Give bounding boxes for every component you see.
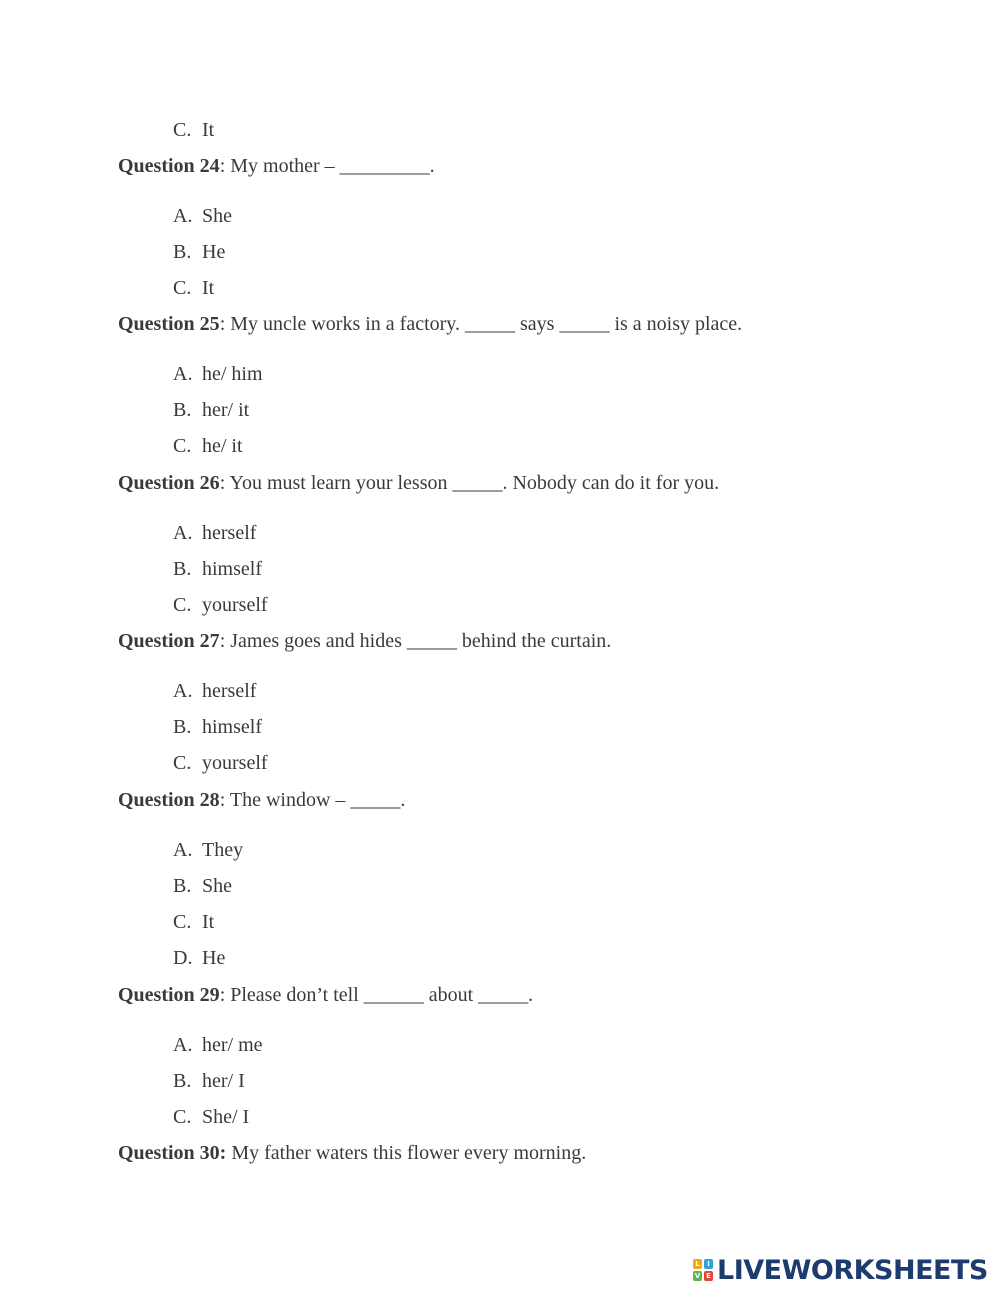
option-text: She <box>202 875 232 897</box>
option-c <box>173 118 214 142</box>
logo-mark-cell: L <box>693 1259 702 1269</box>
option-letter: A. <box>173 205 193 227</box>
logo-mark-cell: I <box>704 1259 713 1269</box>
option-a <box>173 362 263 386</box>
option-c <box>173 593 268 617</box>
option-text: yourself <box>202 594 268 616</box>
question-26 <box>118 471 719 495</box>
option-letter: B. <box>173 875 192 897</box>
option-text: himself <box>202 716 262 738</box>
question-sep: : <box>219 984 226 1006</box>
option-text: It <box>202 911 215 933</box>
option-letter: C. <box>173 594 192 616</box>
option-c <box>173 434 243 458</box>
option-text: He <box>202 241 226 263</box>
question-label: Question 27 <box>118 630 220 652</box>
option-letter: B. <box>173 241 192 263</box>
option-text: he/ it <box>202 435 243 457</box>
question-label: Question 25 <box>118 313 220 335</box>
option-letter: A. <box>173 680 193 702</box>
option-a <box>173 679 256 703</box>
option-text: She <box>202 205 232 227</box>
question-24 <box>118 154 435 178</box>
question-sep: : <box>219 472 226 494</box>
question-label: Question 29 <box>118 984 220 1006</box>
option-text: herself <box>202 522 257 544</box>
logo-text: LIVEWORKSHEETS <box>717 1254 988 1286</box>
question-sep: : <box>219 789 226 811</box>
option-text: her/ it <box>202 399 250 421</box>
option-text: himself <box>202 558 262 580</box>
option-c <box>173 751 268 775</box>
option-letter: B. <box>173 716 192 738</box>
option-a <box>173 1033 263 1057</box>
liveworksheets-logo <box>693 1254 988 1286</box>
option-letter: C. <box>173 435 192 457</box>
option-letter: B. <box>173 558 192 580</box>
question-text: James goes and hides _____ behind the curtain. <box>225 630 612 652</box>
question-label: Question 30: <box>118 1142 227 1164</box>
question-28 <box>118 788 405 812</box>
option-b <box>173 557 262 581</box>
option-a <box>173 204 232 228</box>
option-text: It <box>202 277 215 299</box>
option-b <box>173 715 262 739</box>
option-b <box>173 1069 245 1093</box>
option-text: It <box>202 119 215 141</box>
option-c <box>173 276 214 300</box>
question-text: The window – _____. <box>225 789 406 811</box>
option-a <box>173 838 243 862</box>
option-text: her/ me <box>202 1034 263 1056</box>
option-letter: C. <box>173 119 192 141</box>
option-c <box>173 1105 249 1129</box>
option-text: he/ him <box>202 363 263 385</box>
question-label: Question 26 <box>118 472 220 494</box>
option-letter: A. <box>173 839 193 861</box>
question-text: My mother – _________. <box>225 155 435 177</box>
question-label: Question 24 <box>118 155 220 177</box>
option-letter: B. <box>173 399 192 421</box>
option-text: They <box>202 839 244 861</box>
option-letter: A. <box>173 363 193 385</box>
logo-mark-icon <box>693 1259 713 1281</box>
option-text: her/ I <box>202 1070 245 1092</box>
option-text: herself <box>202 680 257 702</box>
option-letter: A. <box>173 522 193 544</box>
question-text: My uncle works in a factory. _____ says _____ is a noisy place. <box>225 313 743 335</box>
question-sep: : <box>219 155 226 177</box>
option-b <box>173 398 249 422</box>
option-b <box>173 874 232 898</box>
option-c <box>173 910 214 934</box>
option-letter: A. <box>173 1034 193 1056</box>
question-29 <box>118 983 533 1007</box>
question-30 <box>118 1141 586 1165</box>
option-text: She/ I <box>202 1106 250 1128</box>
logo-mark-cell: E <box>704 1271 713 1281</box>
question-text: My father waters this flower every morning. <box>226 1142 587 1164</box>
option-letter: D. <box>173 947 193 969</box>
option-text: yourself <box>202 752 268 774</box>
logo-mark-cell: V <box>694 1272 701 1280</box>
option-d <box>173 946 225 970</box>
option-letter: C. <box>173 1106 192 1128</box>
question-label: Question 28 <box>118 789 220 811</box>
question-text: You must learn your lesson _____. Nobody can do it for you. <box>225 472 720 494</box>
question-sep: : <box>219 313 226 335</box>
option-text: He <box>202 947 226 969</box>
question-27 <box>118 629 611 653</box>
option-letter: C. <box>173 277 192 299</box>
option-letter: C. <box>173 752 192 774</box>
question-text: Please don’t tell ______ about _____. <box>225 984 534 1006</box>
option-a <box>173 521 256 545</box>
option-letter: C. <box>173 911 192 933</box>
question-sep: : <box>219 630 226 652</box>
option-b <box>173 240 225 264</box>
question-25 <box>118 312 742 336</box>
option-letter: B. <box>173 1070 192 1092</box>
